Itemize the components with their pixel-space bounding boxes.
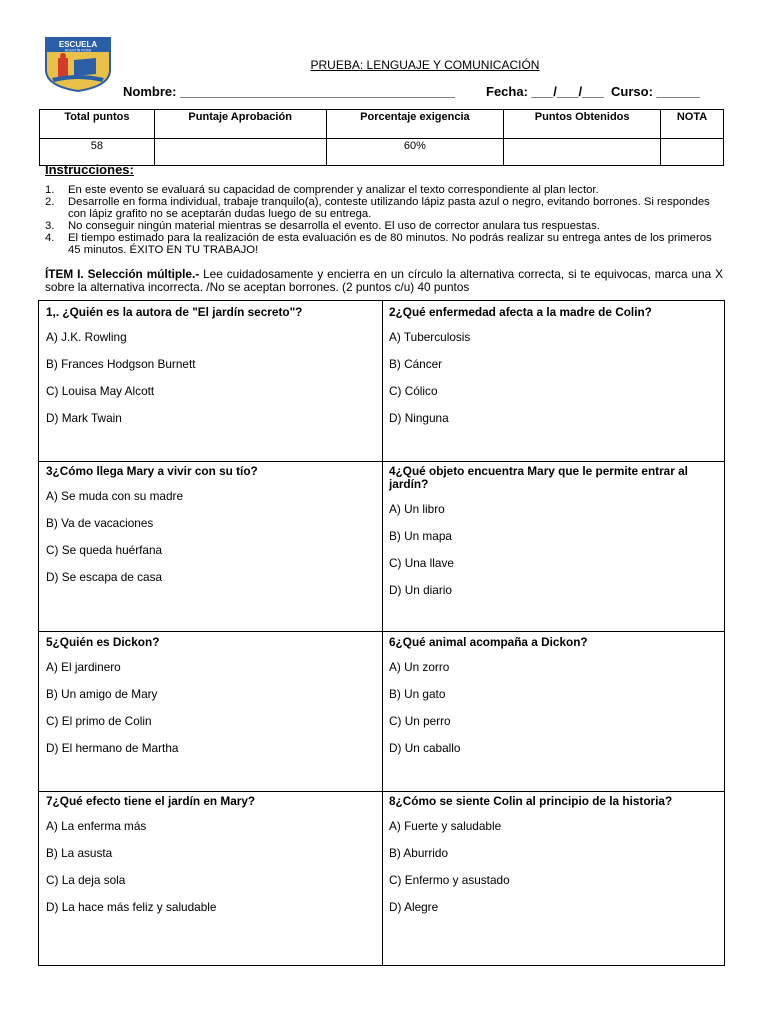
option-a[interactable]: A) La enferma más [46, 819, 147, 833]
title-bold: PRUEBA [310, 58, 360, 72]
option-d[interactable]: D) Un diario [389, 583, 452, 597]
option-c[interactable]: C) Un perro [389, 714, 451, 728]
option-a[interactable]: A) Tuberculosis [389, 330, 471, 344]
question-5: 5¿Quién es Dickon? A) El jardinero B) Un amigo de Mary C) El primo de Colin D) El hermano de Martha [46, 636, 376, 768]
option-c[interactable]: C) Cólico [389, 384, 438, 398]
question-7: 7¿Qué efecto tiene el jardín en Mary? A) La enferma más B) La asusta C) La deja sola D) La hace más feliz y saludable [46, 795, 376, 927]
title-rest: : LENGUAJE Y COMUNICACIÓN [359, 58, 540, 72]
header-nota: NOTA [661, 110, 724, 139]
question-8: 8¿Cómo se siente Colin al principio de la historia? A) Fuerte y saludable B) Aburrido C) Enfermo y asustado D) Alegre [389, 795, 709, 927]
option-a[interactable]: A) Un libro [389, 502, 445, 516]
value-total-puntos: 58 [40, 139, 155, 166]
value-puntos-obtenidos[interactable] [504, 139, 661, 166]
nombre-field[interactable]: Nombre: ______________________________________ [123, 84, 455, 99]
item-1-text: Lee cuidadosamente y encierra en un círculo la alternativa correcta, si te equivocas, marca una X sobre la alternativa incorrecta. /No se aceptan borrones. (2 puntos c/u) 40 puntos [45, 267, 723, 294]
header-puntaje-aprobacion: Puntaje Aprobación [154, 110, 326, 139]
logo-subtext: AGUSTÍN ROSS [64, 48, 92, 53]
option-b[interactable]: B) Un gato [389, 687, 446, 701]
option-b[interactable]: B) Frances Hodgson Burnett [46, 357, 196, 371]
option-d[interactable]: D) Ninguna [389, 411, 449, 425]
option-a[interactable]: A) Fuerte y saludable [389, 819, 502, 833]
option-c[interactable]: C) La deja sola [46, 873, 126, 887]
option-b[interactable]: B) Un amigo de Mary [46, 687, 158, 701]
question-2: 2¿Qué enfermedad afecta a la madre de Colin? A) Tuberculosis B) Cáncer C) Cólico D) Ninguna [389, 306, 719, 438]
instructions-title: Instrucciones: [45, 162, 134, 177]
option-c[interactable]: C) El primo de Colin [46, 714, 152, 728]
option-d[interactable]: D) Alegre [389, 900, 439, 914]
value-nota[interactable] [661, 139, 724, 166]
question-1: 1,. ¿Quién es la autora de "El jardín secreto"? A) J.K. Rowling B) Frances Hodgson Burnett C) Louisa May Alcott D) Mark Twain [46, 306, 376, 438]
option-d[interactable]: D) El hermano de Martha [46, 741, 179, 755]
value-porcentaje-exigencia: 60% [326, 139, 504, 166]
instruction-item: 3. No conseguir ningún material mientras se desarrolla el evento. El uso de corrector anulara tus respuestas. [45, 220, 600, 232]
scores-value-row [40, 139, 724, 166]
option-c[interactable]: C) Una llave [389, 556, 454, 570]
option-d[interactable]: D) Se escapa de casa [46, 570, 163, 584]
instruction-item: 4. El tiempo estimado para la realización de esta evaluación es de 80 minutos. No podrás realizar su entrega antes de los primeros 45 minutos. ÉXITO EN TU TRABAJO! [45, 232, 712, 256]
option-b[interactable]: B) Un mapa [389, 529, 452, 543]
option-a[interactable]: A) Se muda con su madre [46, 489, 184, 503]
page-title [0, 58, 768, 72]
questions-grid [38, 300, 725, 966]
option-a[interactable]: A) J.K. Rowling [46, 330, 127, 344]
instruction-item: 1. En este evento se evaluará su capacidad de comprender y analizar el texto correspondiente al plan lector. [45, 184, 599, 196]
option-b[interactable]: B) Cáncer [389, 357, 443, 371]
option-d[interactable]: D) La hace más feliz y saludable [46, 900, 217, 914]
option-d[interactable]: D) Un caballo [389, 741, 461, 755]
scores-header-row [40, 110, 724, 139]
question-4: 4¿Qué objeto encuentra Mary que le permite entrar al jardín? A) Un libro B) Un mapa C) Una llave D) Un diario [389, 465, 709, 610]
header-puntos-obtenidos: Puntos Obtenidos [504, 110, 661, 139]
logo-text: ESCUELA [58, 40, 98, 49]
option-a[interactable]: A) El jardinero [46, 660, 121, 674]
question-6: 6¿Qué animal acompaña a Dickon? A) Un zorro B) Un gato C) Un perro D) Un caballo [389, 636, 719, 768]
fecha-curso-field[interactable]: Fecha: ___/___/___ Curso: ______ [486, 84, 700, 99]
option-b[interactable]: B) La asusta [46, 846, 113, 860]
header-total-puntos: Total puntos [40, 110, 155, 139]
option-c[interactable]: C) Enfermo y asustado [389, 873, 510, 887]
header-porcentaje-exigencia: Porcentaje exigencia [326, 110, 504, 139]
option-b[interactable]: B) Aburrido [389, 846, 449, 860]
instruction-item: 2. Desarrolle en forma individual, trabaje tranquilo(a), conteste utilizando lápiz pasta azul o negro, evitando borrones. Si respondes con lápiz grafito no se aceptarán dudas luego de su entrega. [45, 196, 710, 220]
instructions-list [45, 184, 725, 256]
option-c[interactable]: C) Se queda huérfana [46, 543, 163, 557]
item-1-description [45, 268, 723, 293]
option-c[interactable]: C) Louisa May Alcott [46, 384, 155, 398]
value-puntaje-aprobacion[interactable] [154, 139, 326, 166]
option-a[interactable]: A) Un zorro [389, 660, 450, 674]
question-3: 3¿Cómo llega Mary a vivir con su tío? A) Se muda con su madre B) Va de vacaciones C) Se queda huérfana D) Se escapa de casa [46, 465, 376, 597]
scores-table [39, 109, 724, 166]
option-b[interactable]: B) Va de vacaciones [46, 516, 154, 530]
option-d[interactable]: D) Mark Twain [46, 411, 122, 425]
item-1-title: ÍTEM I. Selección múltiple.- [45, 267, 200, 281]
